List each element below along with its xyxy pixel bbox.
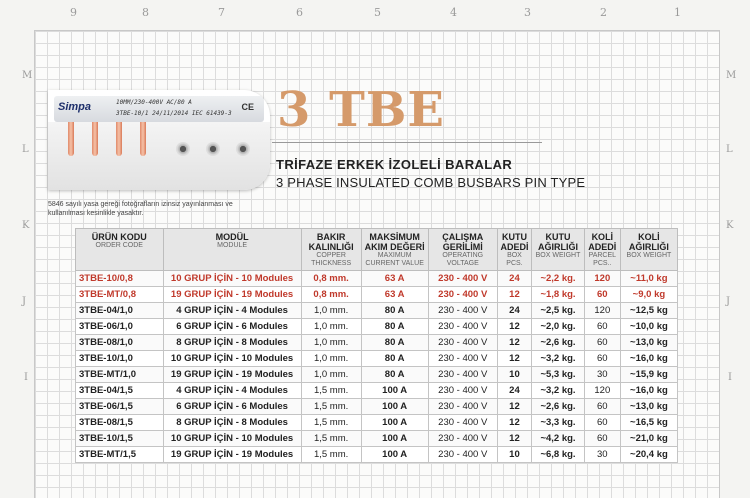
legal-note: 5846 sayılı yasa gereği fotoğrafların izinsiz yayınlanması ve kullanılması kesinlikle yasaktır. <box>48 201 233 217</box>
table-cell-parcel-weight: ~12,5 kg <box>620 303 677 319</box>
table-cell-current: 80 A <box>361 351 428 367</box>
table-cell-box-weight: ~3,2 kg. <box>532 383 585 399</box>
ruler-mark: 7 <box>218 6 225 19</box>
table-cell-box-weight: ~5,3 kg. <box>532 367 585 383</box>
table-cell-parcel-weight: ~21,0 kg <box>620 431 677 447</box>
table-cell-parcel-pcs: 60 <box>584 351 620 367</box>
table-cell-thickness: 1,5 mm. <box>301 383 361 399</box>
ruler-mark: L <box>726 144 733 155</box>
ruler-mark: J <box>22 296 27 307</box>
table-cell-parcel-pcs: 60 <box>584 335 620 351</box>
table-cell-parcel-pcs: 60 <box>584 319 620 335</box>
table-cell-code: 3TBE-04/1,5 <box>76 383 164 399</box>
copper-pin-icon <box>68 122 74 156</box>
ce-mark: CE <box>241 102 254 112</box>
table-cell-thickness: 1,0 mm. <box>301 367 361 383</box>
table-cell-code: 3TBE-06/1,5 <box>76 399 164 415</box>
ruler-mark: L <box>22 144 29 155</box>
column-header: KUTU AĞIRLIĞI BOX WEIGHT <box>532 229 585 271</box>
table-cell-code: 3TBE-10/0,8 <box>76 271 164 287</box>
table-cell-voltage: 230 - 400 V <box>428 399 497 415</box>
table-cell-voltage: 230 - 400 V <box>428 351 497 367</box>
column-header: ÇALIŞMA GERİLİMİ OPERATING VOLTAGE <box>428 229 497 271</box>
table-cell-module: 4 GRUP İÇİN - 4 Modules <box>163 303 301 319</box>
table-cell-box-pcs: 10 <box>497 367 532 383</box>
table-row <box>76 351 678 367</box>
table-header-row <box>76 229 678 271</box>
table-row <box>76 335 678 351</box>
ruler-mark: 8 <box>142 6 149 19</box>
table-cell-parcel-weight: ~11,0 kg <box>620 271 677 287</box>
table-cell-code: 3TBE-10/1,5 <box>76 431 164 447</box>
table-cell-parcel-weight: ~13,0 kg <box>620 335 677 351</box>
ruler-mark: 2 <box>600 6 607 19</box>
table-cell-box-weight: ~2,5 kg. <box>532 303 585 319</box>
ruler-mark: I <box>24 372 28 383</box>
table-cell-code: 3TBE-MT/1,5 <box>76 447 164 463</box>
table-cell-thickness: 1,0 mm. <box>301 319 361 335</box>
table-cell-parcel-weight: ~13,0 kg <box>620 399 677 415</box>
table-cell-thickness: 1,5 mm. <box>301 415 361 431</box>
ruler-mark: 6 <box>296 6 303 19</box>
table-cell-current: 80 A <box>361 367 428 383</box>
table-cell-box-weight: ~6,8 kg. <box>532 447 585 463</box>
table-cell-voltage: 230 - 400 V <box>428 319 497 335</box>
ruler-mark: 1 <box>674 6 681 19</box>
table-cell-current: 100 A <box>361 415 428 431</box>
table-cell-current: 63 A <box>361 287 428 303</box>
table-cell-parcel-pcs: 60 <box>584 415 620 431</box>
divider <box>272 142 542 143</box>
subtitle-english: 3 PHASE INSULATED COMB BUSBARS PIN TYPE <box>276 175 586 190</box>
table-cell-module: 8 GRUP İÇİN - 8 Modules <box>163 335 301 351</box>
table-cell-current: 100 A <box>361 399 428 415</box>
table-cell-module: 6 GRUP İÇİN - 6 Modules <box>163 319 301 335</box>
table-cell-thickness: 1,5 mm. <box>301 447 361 463</box>
table-cell-box-weight: ~2,2 kg. <box>532 271 585 287</box>
table-cell-parcel-weight: ~16,0 kg <box>620 351 677 367</box>
table-cell-box-pcs: 12 <box>497 399 532 415</box>
table-row <box>76 383 678 399</box>
table-cell-module: 8 GRUP İÇİN - 8 Modules <box>163 415 301 431</box>
table-cell-current: 100 A <box>361 447 428 463</box>
table-cell-box-weight: ~2,6 kg. <box>532 399 585 415</box>
table-row <box>76 447 678 463</box>
table-cell-voltage: 230 - 400 V <box>428 303 497 319</box>
table-cell-parcel-weight: ~16,5 kg <box>620 415 677 431</box>
ruler-mark: M <box>726 70 737 81</box>
ruler-mark: K <box>726 220 734 231</box>
table-cell-voltage: 230 - 400 V <box>428 383 497 399</box>
table-cell-box-weight: ~4,2 kg. <box>532 431 585 447</box>
table-cell-current: 80 A <box>361 335 428 351</box>
table-cell-box-pcs: 24 <box>497 303 532 319</box>
table-body <box>76 271 678 463</box>
screw-icon <box>176 142 190 156</box>
column-header: MODÜL MODULE <box>163 229 301 271</box>
page-title: 3 TBE <box>277 82 445 138</box>
table-cell-parcel-pcs: 30 <box>584 367 620 383</box>
table-cell-box-weight: ~2,0 kg. <box>532 319 585 335</box>
table-cell-module: 10 GRUP İÇİN - 10 Modules <box>163 271 301 287</box>
table-cell-voltage: 230 - 400 V <box>428 287 497 303</box>
screw-icon <box>206 142 220 156</box>
table-cell-current: 80 A <box>361 319 428 335</box>
table-cell-box-pcs: 24 <box>497 383 532 399</box>
ruler-mark: I <box>728 372 732 383</box>
table-cell-code: 3TBE-MT/0,8 <box>76 287 164 303</box>
table-cell-box-pcs: 12 <box>497 287 532 303</box>
table-cell-thickness: 1,0 mm. <box>301 303 361 319</box>
table-cell-thickness: 1,0 mm. <box>301 351 361 367</box>
table-cell-box-pcs: 12 <box>497 319 532 335</box>
table-cell-parcel-pcs: 120 <box>584 303 620 319</box>
table-row <box>76 431 678 447</box>
table-cell-module: 10 GRUP İÇİN - 10 Modules <box>163 431 301 447</box>
table-row <box>76 399 678 415</box>
table-cell-box-pcs: 12 <box>497 351 532 367</box>
table-cell-parcel-weight: ~20,4 kg <box>620 447 677 463</box>
column-header: KOLİ AĞIRLIĞI BOX WEIGHT <box>620 229 677 271</box>
table-cell-thickness: 1,5 mm. <box>301 399 361 415</box>
table-cell-box-pcs: 12 <box>497 335 532 351</box>
table-cell-code: 3TBE-MT/1,0 <box>76 367 164 383</box>
ruler-mark: K <box>22 220 30 231</box>
table-cell-current: 100 A <box>361 383 428 399</box>
column-header: KUTU ADEDİ BOX PCS. <box>497 229 532 271</box>
table-cell-box-weight: ~1,8 kg. <box>532 287 585 303</box>
table-cell-parcel-weight: ~16,0 kg <box>620 383 677 399</box>
table-cell-module: 4 GRUP İÇİN - 4 Modules <box>163 383 301 399</box>
table-cell-parcel-weight: ~10,0 kg <box>620 319 677 335</box>
column-header: ÜRÜN KODU ORDER CODE <box>76 229 164 271</box>
copper-pin-icon <box>116 122 122 156</box>
table-cell-voltage: 230 - 400 V <box>428 431 497 447</box>
table-cell-code: 3TBE-06/1,0 <box>76 319 164 335</box>
brand-logo: Simpa <box>58 101 92 113</box>
table-cell-box-pcs: 10 <box>497 447 532 463</box>
table-cell-voltage: 230 - 400 V <box>428 335 497 351</box>
table-cell-module: 6 GRUP İÇİN - 6 Modules <box>163 399 301 415</box>
table-cell-module: 19 GRUP İÇİN - 19 Modules <box>163 287 301 303</box>
copper-pin-icon <box>140 122 146 156</box>
column-header: BAKIR KALINLIĞI COPPER THICKNESS <box>301 229 361 271</box>
column-header: MAKSİMUM AKIM DEĞERİ MAXIMUM CURRENT VALUE <box>361 229 428 271</box>
table-cell-code: 3TBE-08/1,0 <box>76 335 164 351</box>
ruler-mark: M <box>22 70 33 81</box>
ruler-mark: J <box>726 296 731 307</box>
table-cell-parcel-pcs: 30 <box>584 447 620 463</box>
table-cell-thickness: 1,5 mm. <box>301 431 361 447</box>
table-cell-module: 19 GRUP İÇİN - 19 Modules <box>163 367 301 383</box>
top-ruler <box>34 0 718 30</box>
ruler-mark: 4 <box>450 6 457 19</box>
table-cell-thickness: 0,8 mm. <box>301 271 361 287</box>
table-cell-box-weight: ~3,3 kg. <box>532 415 585 431</box>
table-cell-voltage: 230 - 400 V <box>428 367 497 383</box>
table-cell-current: 100 A <box>361 431 428 447</box>
product-spec-line: 3TBE-10/1 24/11/2014 IEC 61439-3 <box>116 110 232 117</box>
table-cell-box-pcs: 24 <box>497 271 532 287</box>
table-cell-code: 3TBE-10/1,0 <box>76 351 164 367</box>
table-row <box>76 319 678 335</box>
table-cell-voltage: 230 - 400 V <box>428 271 497 287</box>
copper-pin-icon <box>92 122 98 156</box>
table-cell-code: 3TBE-04/1,0 <box>76 303 164 319</box>
table-cell-current: 63 A <box>361 271 428 287</box>
table-cell-parcel-pcs: 120 <box>584 271 620 287</box>
table-cell-box-pcs: 12 <box>497 431 532 447</box>
subtitle-turkish: TRİFAZE ERKEK İZOLELİ BARALAR <box>276 157 513 172</box>
ruler-mark: 9 <box>70 6 77 19</box>
table-cell-thickness: 0,8 mm. <box>301 287 361 303</box>
ruler-mark: 3 <box>524 6 531 19</box>
table-cell-parcel-pcs: 60 <box>584 399 620 415</box>
table-cell-parcel-pcs: 60 <box>584 431 620 447</box>
table-cell-box-pcs: 12 <box>497 415 532 431</box>
table-cell-current: 80 A <box>361 303 428 319</box>
spec-table <box>75 228 678 463</box>
table-cell-voltage: 230 - 400 V <box>428 447 497 463</box>
table-cell-box-weight: ~2,6 kg. <box>532 335 585 351</box>
table-cell-parcel-pcs: 120 <box>584 383 620 399</box>
column-header: KOLİ ADEDİ PARCEL PCS.. <box>584 229 620 271</box>
product-spec-line: 10MM/230-400V AC/80 A <box>116 99 192 106</box>
table-cell-parcel-weight: ~9,0 kg <box>620 287 677 303</box>
table-cell-box-weight: ~3,2 kg. <box>532 351 585 367</box>
table-row <box>76 287 678 303</box>
table-row <box>76 367 678 383</box>
table-cell-parcel-weight: ~15,9 kg <box>620 367 677 383</box>
busbar-body <box>48 122 270 190</box>
product-photo <box>48 90 270 190</box>
ruler-mark: 5 <box>374 6 381 19</box>
table-cell-parcel-pcs: 60 <box>584 287 620 303</box>
screw-icon <box>236 142 250 156</box>
table-cell-thickness: 1,0 mm. <box>301 335 361 351</box>
table-row <box>76 415 678 431</box>
product-label <box>54 96 264 122</box>
table-cell-code: 3TBE-08/1,5 <box>76 415 164 431</box>
table-cell-voltage: 230 - 400 V <box>428 415 497 431</box>
table-cell-module: 10 GRUP İÇİN - 10 Modules <box>163 351 301 367</box>
table-row <box>76 271 678 287</box>
table-cell-module: 19 GRUP İÇİN - 19 Modules <box>163 447 301 463</box>
table-row <box>76 303 678 319</box>
